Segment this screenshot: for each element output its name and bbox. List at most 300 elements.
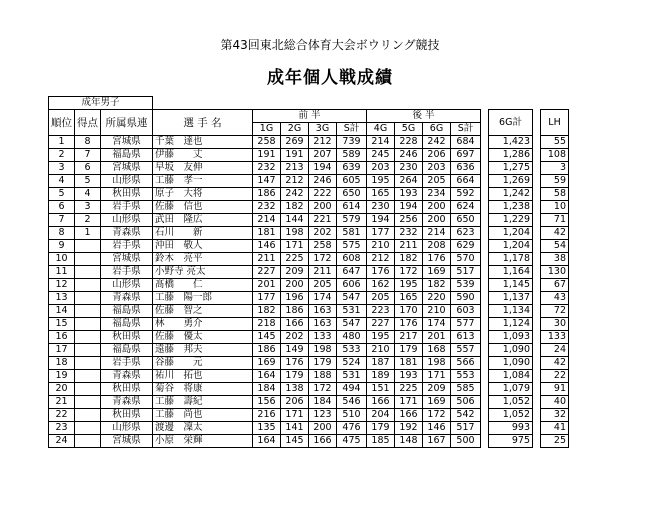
cell-points: 7 [75, 149, 101, 162]
cell-pref: 福島県 [101, 318, 153, 331]
cell-name: 渡邊 凜太 [153, 422, 253, 435]
cell-g6: 209 [423, 383, 451, 396]
cell-g4: 230 [367, 201, 395, 214]
cell-g2: 171 [281, 240, 309, 253]
cell-g3: 172 [309, 253, 337, 266]
cell-name: 工藤 陽一郎 [153, 292, 253, 305]
cell-g1: 177 [253, 292, 281, 305]
cell-g6: 206 [423, 149, 451, 162]
cell-s2: 590 [451, 292, 481, 305]
cell-pref: 岩手県 [101, 266, 153, 279]
cell-total: 1,286 [489, 149, 533, 162]
cell-rank: 4 [49, 175, 75, 188]
cell-points: 1 [75, 227, 101, 240]
cell-pref: 秋田県 [101, 409, 153, 422]
cell-s2: 542 [451, 409, 481, 422]
cell-g6: 234 [423, 188, 451, 201]
cell-g5: 171 [395, 396, 423, 409]
cell-g6: 172 [423, 409, 451, 422]
cell-g3: 123 [309, 409, 337, 422]
cell-lh: 71 [541, 214, 569, 227]
cell-g5: 193 [395, 188, 423, 201]
cell-s1: 606 [337, 279, 367, 292]
cell-g6: 200 [423, 201, 451, 214]
cell-s2: 585 [451, 383, 481, 396]
cell-g6: 203 [423, 162, 451, 175]
cell-total: 1,079 [489, 383, 533, 396]
cell-pref: 青森県 [101, 227, 153, 240]
cell-g4: 212 [367, 253, 395, 266]
cell-name: 菊谷 将康 [153, 383, 253, 396]
cell-g2: 138 [281, 383, 309, 396]
cell-total: 1,084 [489, 370, 533, 383]
col-pref-header: 所属県連 [101, 110, 153, 136]
cell-name: 沖田 敬人 [153, 240, 253, 253]
cell-s1: 739 [337, 136, 367, 149]
cell-s1: 524 [337, 357, 367, 370]
cell-rank: 21 [49, 396, 75, 409]
cell-points: 6 [75, 162, 101, 175]
cell-total: 1,275 [489, 162, 533, 175]
cell-rank: 16 [49, 331, 75, 344]
table-row [49, 240, 569, 253]
cell-total: 1,124 [489, 318, 533, 331]
cell-points [75, 279, 101, 292]
cell-rank: 13 [49, 292, 75, 305]
cell-points [75, 422, 101, 435]
cell-g6: 171 [423, 370, 451, 383]
cell-s2: 664 [451, 175, 481, 188]
cell-s2: 623 [451, 227, 481, 240]
cell-g3: 179 [309, 357, 337, 370]
cell-points [75, 409, 101, 422]
cell-g4: 151 [367, 383, 395, 396]
cell-rank: 6 [49, 201, 75, 214]
cell-g3: 188 [309, 370, 337, 383]
cell-total: 1,093 [489, 331, 533, 344]
cell-s1: 531 [337, 305, 367, 318]
cell-points [75, 357, 101, 370]
cell-g5: 181 [395, 357, 423, 370]
cell-s2: 517 [451, 422, 481, 435]
cell-lh: 3 [541, 162, 569, 175]
cell-name: 小原 栄輝 [153, 435, 253, 448]
cell-lh: 59 [541, 175, 569, 188]
table-row [49, 227, 569, 240]
cell-g1: 164 [253, 370, 281, 383]
cell-g5: 232 [395, 227, 423, 240]
cell-g4: 195 [367, 175, 395, 188]
cell-points [75, 344, 101, 357]
cell-pref: 岩手県 [101, 357, 153, 370]
cell-pref: 宮城県 [101, 253, 153, 266]
cell-pref: 福島県 [101, 305, 153, 318]
cell-g4: 205 [367, 292, 395, 305]
cell-g2: 186 [281, 305, 309, 318]
cell-rank: 20 [49, 383, 75, 396]
cell-s1: 581 [337, 227, 367, 240]
cell-g5: 246 [395, 149, 423, 162]
cell-g3: 198 [309, 344, 337, 357]
table-row [49, 214, 569, 227]
cell-g2: 141 [281, 422, 309, 435]
cell-g6: 174 [423, 318, 451, 331]
cell-g6: 169 [423, 266, 451, 279]
table-row [49, 292, 569, 305]
cell-points [75, 305, 101, 318]
table-row [49, 357, 569, 370]
cell-g2: 206 [281, 396, 309, 409]
cell-g3: 200 [309, 201, 337, 214]
col-g5-header: 5G [395, 123, 423, 136]
cell-g1: 147 [253, 175, 281, 188]
cell-s1: 531 [337, 370, 367, 383]
cell-lh: 108 [541, 149, 569, 162]
cell-pref: 宮城県 [101, 136, 153, 149]
cell-g6: 167 [423, 435, 451, 448]
cell-lh: 24 [541, 344, 569, 357]
cell-pref: 山形県 [101, 214, 153, 227]
cell-g5: 182 [395, 253, 423, 266]
cell-points [75, 383, 101, 396]
cell-pref: 岩手県 [101, 240, 153, 253]
cell-lh: 10 [541, 201, 569, 214]
cell-points [75, 370, 101, 383]
cell-g2: 198 [281, 227, 309, 240]
cell-g1: 216 [253, 409, 281, 422]
cell-name: 早坂 友伸 [153, 162, 253, 175]
cell-name: 原子 大将 [153, 188, 253, 201]
cell-points [75, 318, 101, 331]
cell-lh: 72 [541, 305, 569, 318]
cell-s1: 546 [337, 396, 367, 409]
col-lh-header: LH [541, 110, 569, 136]
cell-g1: 184 [253, 383, 281, 396]
cell-g6: 205 [423, 175, 451, 188]
cell-lh: 55 [541, 136, 569, 149]
cell-g2: 191 [281, 149, 309, 162]
cell-g1: 191 [253, 149, 281, 162]
cell-g3: 258 [309, 240, 337, 253]
cell-rank: 15 [49, 318, 75, 331]
cell-points [75, 396, 101, 409]
cell-g5: 176 [395, 318, 423, 331]
cell-lh: 58 [541, 188, 569, 201]
cell-g4: 210 [367, 344, 395, 357]
cell-total: 1,052 [489, 396, 533, 409]
cell-rank: 8 [49, 227, 75, 240]
page-title: 成年個人戦成績 [267, 68, 393, 88]
cell-g5: 166 [395, 409, 423, 422]
cell-g2: 242 [281, 188, 309, 201]
table-row [49, 396, 569, 409]
cell-s2: 566 [451, 357, 481, 370]
cell-g4: 185 [367, 435, 395, 448]
cell-g6: 182 [423, 279, 451, 292]
cell-g4: 179 [367, 422, 395, 435]
cell-g2: 225 [281, 253, 309, 266]
cell-g3: 221 [309, 214, 337, 227]
cell-name: 祐川 拓也 [153, 370, 253, 383]
cell-s2: 629 [451, 240, 481, 253]
cell-total: 1,137 [489, 292, 533, 305]
cell-g3: 207 [309, 149, 337, 162]
cell-s2: 539 [451, 279, 481, 292]
cell-s2: 517 [451, 266, 481, 279]
cell-g4: 162 [367, 279, 395, 292]
cell-total: 1,090 [489, 357, 533, 370]
cell-g4: 165 [367, 188, 395, 201]
cell-pref: 秋田県 [101, 383, 153, 396]
cell-g4: 187 [367, 357, 395, 370]
results-table [48, 96, 569, 448]
cell-name: 石川 新 [153, 227, 253, 240]
cell-g2: 176 [281, 357, 309, 370]
cell-s2: 636 [451, 162, 481, 175]
cell-total: 1,052 [489, 409, 533, 422]
cell-g3: 246 [309, 175, 337, 188]
cell-g2: 179 [281, 370, 309, 383]
cell-pref: 秋田県 [101, 331, 153, 344]
cell-g4: 166 [367, 396, 395, 409]
cell-lh: 42 [541, 357, 569, 370]
cell-g6: 176 [423, 253, 451, 266]
cell-g2: 144 [281, 214, 309, 227]
cell-g1: 146 [253, 240, 281, 253]
cell-g3: 205 [309, 279, 337, 292]
cell-rank: 12 [49, 279, 75, 292]
col-name-header: 選 手 名 [153, 110, 253, 136]
cell-rank: 18 [49, 357, 75, 370]
cell-total: 1,164 [489, 266, 533, 279]
cell-g4: 227 [367, 318, 395, 331]
cell-s2: 553 [451, 370, 481, 383]
cell-name: 髙橋 仁 [153, 279, 253, 292]
cell-g5: 194 [395, 201, 423, 214]
cell-s1: 547 [337, 318, 367, 331]
cell-pref: 秋田県 [101, 188, 153, 201]
table-row [49, 175, 569, 188]
cell-g4: 214 [367, 136, 395, 149]
col-rank-header: 順位 [49, 110, 75, 136]
cell-g5: 148 [395, 435, 423, 448]
cell-g6: 146 [423, 422, 451, 435]
cell-g2: 149 [281, 344, 309, 357]
cell-g1: 214 [253, 214, 281, 227]
cell-g4: 189 [367, 370, 395, 383]
cell-g3: 172 [309, 383, 337, 396]
cell-g2: 182 [281, 201, 309, 214]
cell-g3: 174 [309, 292, 337, 305]
cell-g6: 201 [423, 331, 451, 344]
cell-total: 1,204 [489, 240, 533, 253]
table-row [49, 279, 569, 292]
cell-points: 5 [75, 175, 101, 188]
cell-pref: 青森県 [101, 370, 153, 383]
cell-g1: 258 [253, 136, 281, 149]
table-row [49, 136, 569, 149]
col-g6-header: 6G [423, 123, 451, 136]
cell-g3: 163 [309, 318, 337, 331]
cell-g5: 179 [395, 344, 423, 357]
cell-g3: 194 [309, 162, 337, 175]
cell-rank: 5 [49, 188, 75, 201]
cell-g3: 222 [309, 188, 337, 201]
cell-lh: 67 [541, 279, 569, 292]
cell-s1: 547 [337, 292, 367, 305]
cell-s1: 608 [337, 253, 367, 266]
cell-lh: 54 [541, 240, 569, 253]
table-row [49, 201, 569, 214]
cell-name: 小野寺 亮太 [153, 266, 253, 279]
cell-g6: 214 [423, 227, 451, 240]
table-row [49, 344, 569, 357]
cell-g2: 196 [281, 292, 309, 305]
cell-g1: 211 [253, 253, 281, 266]
cell-g1: 232 [253, 162, 281, 175]
cell-g3: 212 [309, 136, 337, 149]
cell-g1: 182 [253, 305, 281, 318]
cell-lh: 41 [541, 422, 569, 435]
col-g4-header: 4G [367, 123, 395, 136]
cell-g1: 169 [253, 357, 281, 370]
cell-g5: 230 [395, 162, 423, 175]
cell-total: 1,238 [489, 201, 533, 214]
cell-name: 佐藤 優太 [153, 331, 253, 344]
cell-g5: 211 [395, 240, 423, 253]
cell-name: 佐藤 智之 [153, 305, 253, 318]
cell-g5: 217 [395, 331, 423, 344]
cell-lh: 32 [541, 409, 569, 422]
cell-g4: 210 [367, 240, 395, 253]
cell-lh: 25 [541, 435, 569, 448]
cell-s1: 589 [337, 149, 367, 162]
cell-pref: 宮城県 [101, 435, 153, 448]
cell-g5: 225 [395, 383, 423, 396]
cell-g3: 200 [309, 422, 337, 435]
cell-rank: 24 [49, 435, 75, 448]
cell-g4: 195 [367, 331, 395, 344]
col-points-header: 得点 [75, 110, 101, 136]
cell-s2: 684 [451, 136, 481, 149]
cell-points [75, 253, 101, 266]
col-s1-header: S計 [337, 123, 367, 136]
event-subtitle: 第43回東北総合体育大会ボウリング競技 [220, 38, 440, 52]
cell-total: 1,090 [489, 344, 533, 357]
cell-points: 3 [75, 201, 101, 214]
cell-s2: 577 [451, 318, 481, 331]
cell-g4: 223 [367, 305, 395, 318]
cell-s1: 575 [337, 240, 367, 253]
cell-g1: 186 [253, 344, 281, 357]
cell-lh: 40 [541, 396, 569, 409]
cell-lh: 38 [541, 253, 569, 266]
cell-g5: 228 [395, 136, 423, 149]
cell-lh: 91 [541, 383, 569, 396]
cell-name: 林 勇介 [153, 318, 253, 331]
cell-g6: 200 [423, 214, 451, 227]
cell-name: 遠藤 邦夫 [153, 344, 253, 357]
cell-s1: 480 [337, 331, 367, 344]
cell-g2: 145 [281, 435, 309, 448]
cell-lh: 130 [541, 266, 569, 279]
col-g2-header: 2G [281, 123, 309, 136]
cell-lh: 43 [541, 292, 569, 305]
cell-total: 1,423 [489, 136, 533, 149]
cell-g5: 195 [395, 279, 423, 292]
cell-points [75, 292, 101, 305]
table-row [49, 149, 569, 162]
second-half-header: 後 半 [367, 110, 481, 123]
cell-g2: 200 [281, 279, 309, 292]
cell-g5: 256 [395, 214, 423, 227]
cell-g4: 203 [367, 162, 395, 175]
col-s2-header: S計 [451, 123, 481, 136]
table-row [49, 409, 569, 422]
table-row [49, 188, 569, 201]
cell-g4: 177 [367, 227, 395, 240]
cell-g6: 208 [423, 240, 451, 253]
cell-g5: 264 [395, 175, 423, 188]
cell-points: 8 [75, 136, 101, 149]
cell-g5: 192 [395, 422, 423, 435]
cell-s2: 613 [451, 331, 481, 344]
cell-g3: 163 [309, 305, 337, 318]
cell-total: 1,178 [489, 253, 533, 266]
cell-name: 谷藤 元 [153, 357, 253, 370]
cell-g3: 133 [309, 331, 337, 344]
cell-g1: 218 [253, 318, 281, 331]
cell-s1: 647 [337, 266, 367, 279]
cell-g1: 164 [253, 435, 281, 448]
table-row [49, 253, 569, 266]
cell-pref: 岩手県 [101, 201, 153, 214]
table-row [49, 162, 569, 175]
cell-pref: 山形県 [101, 279, 153, 292]
table-row [49, 305, 569, 318]
cell-rank: 22 [49, 409, 75, 422]
cell-rank: 11 [49, 266, 75, 279]
cell-s1: 639 [337, 162, 367, 175]
cell-s1: 533 [337, 344, 367, 357]
cell-g4: 176 [367, 266, 395, 279]
cell-s2: 592 [451, 188, 481, 201]
cell-s2: 624 [451, 201, 481, 214]
cell-points [75, 331, 101, 344]
cell-s2: 506 [451, 396, 481, 409]
cell-g5: 193 [395, 370, 423, 383]
cell-g2: 202 [281, 331, 309, 344]
cell-lh: 30 [541, 318, 569, 331]
table-row [49, 383, 569, 396]
cell-rank: 7 [49, 214, 75, 227]
table-row [49, 422, 569, 435]
cell-lh: 42 [541, 227, 569, 240]
cell-g4: 245 [367, 149, 395, 162]
cell-g1: 135 [253, 422, 281, 435]
col-g3-header: 3G [309, 123, 337, 136]
cell-g6: 210 [423, 305, 451, 318]
cell-g2: 269 [281, 136, 309, 149]
cell-name: 工藤 孝一 [153, 175, 253, 188]
cell-g2: 212 [281, 175, 309, 188]
cell-s2: 603 [451, 305, 481, 318]
cell-pref: 宮城県 [101, 162, 153, 175]
cell-s1: 494 [337, 383, 367, 396]
cell-g3: 211 [309, 266, 337, 279]
cell-s2: 697 [451, 149, 481, 162]
cell-rank: 17 [49, 344, 75, 357]
